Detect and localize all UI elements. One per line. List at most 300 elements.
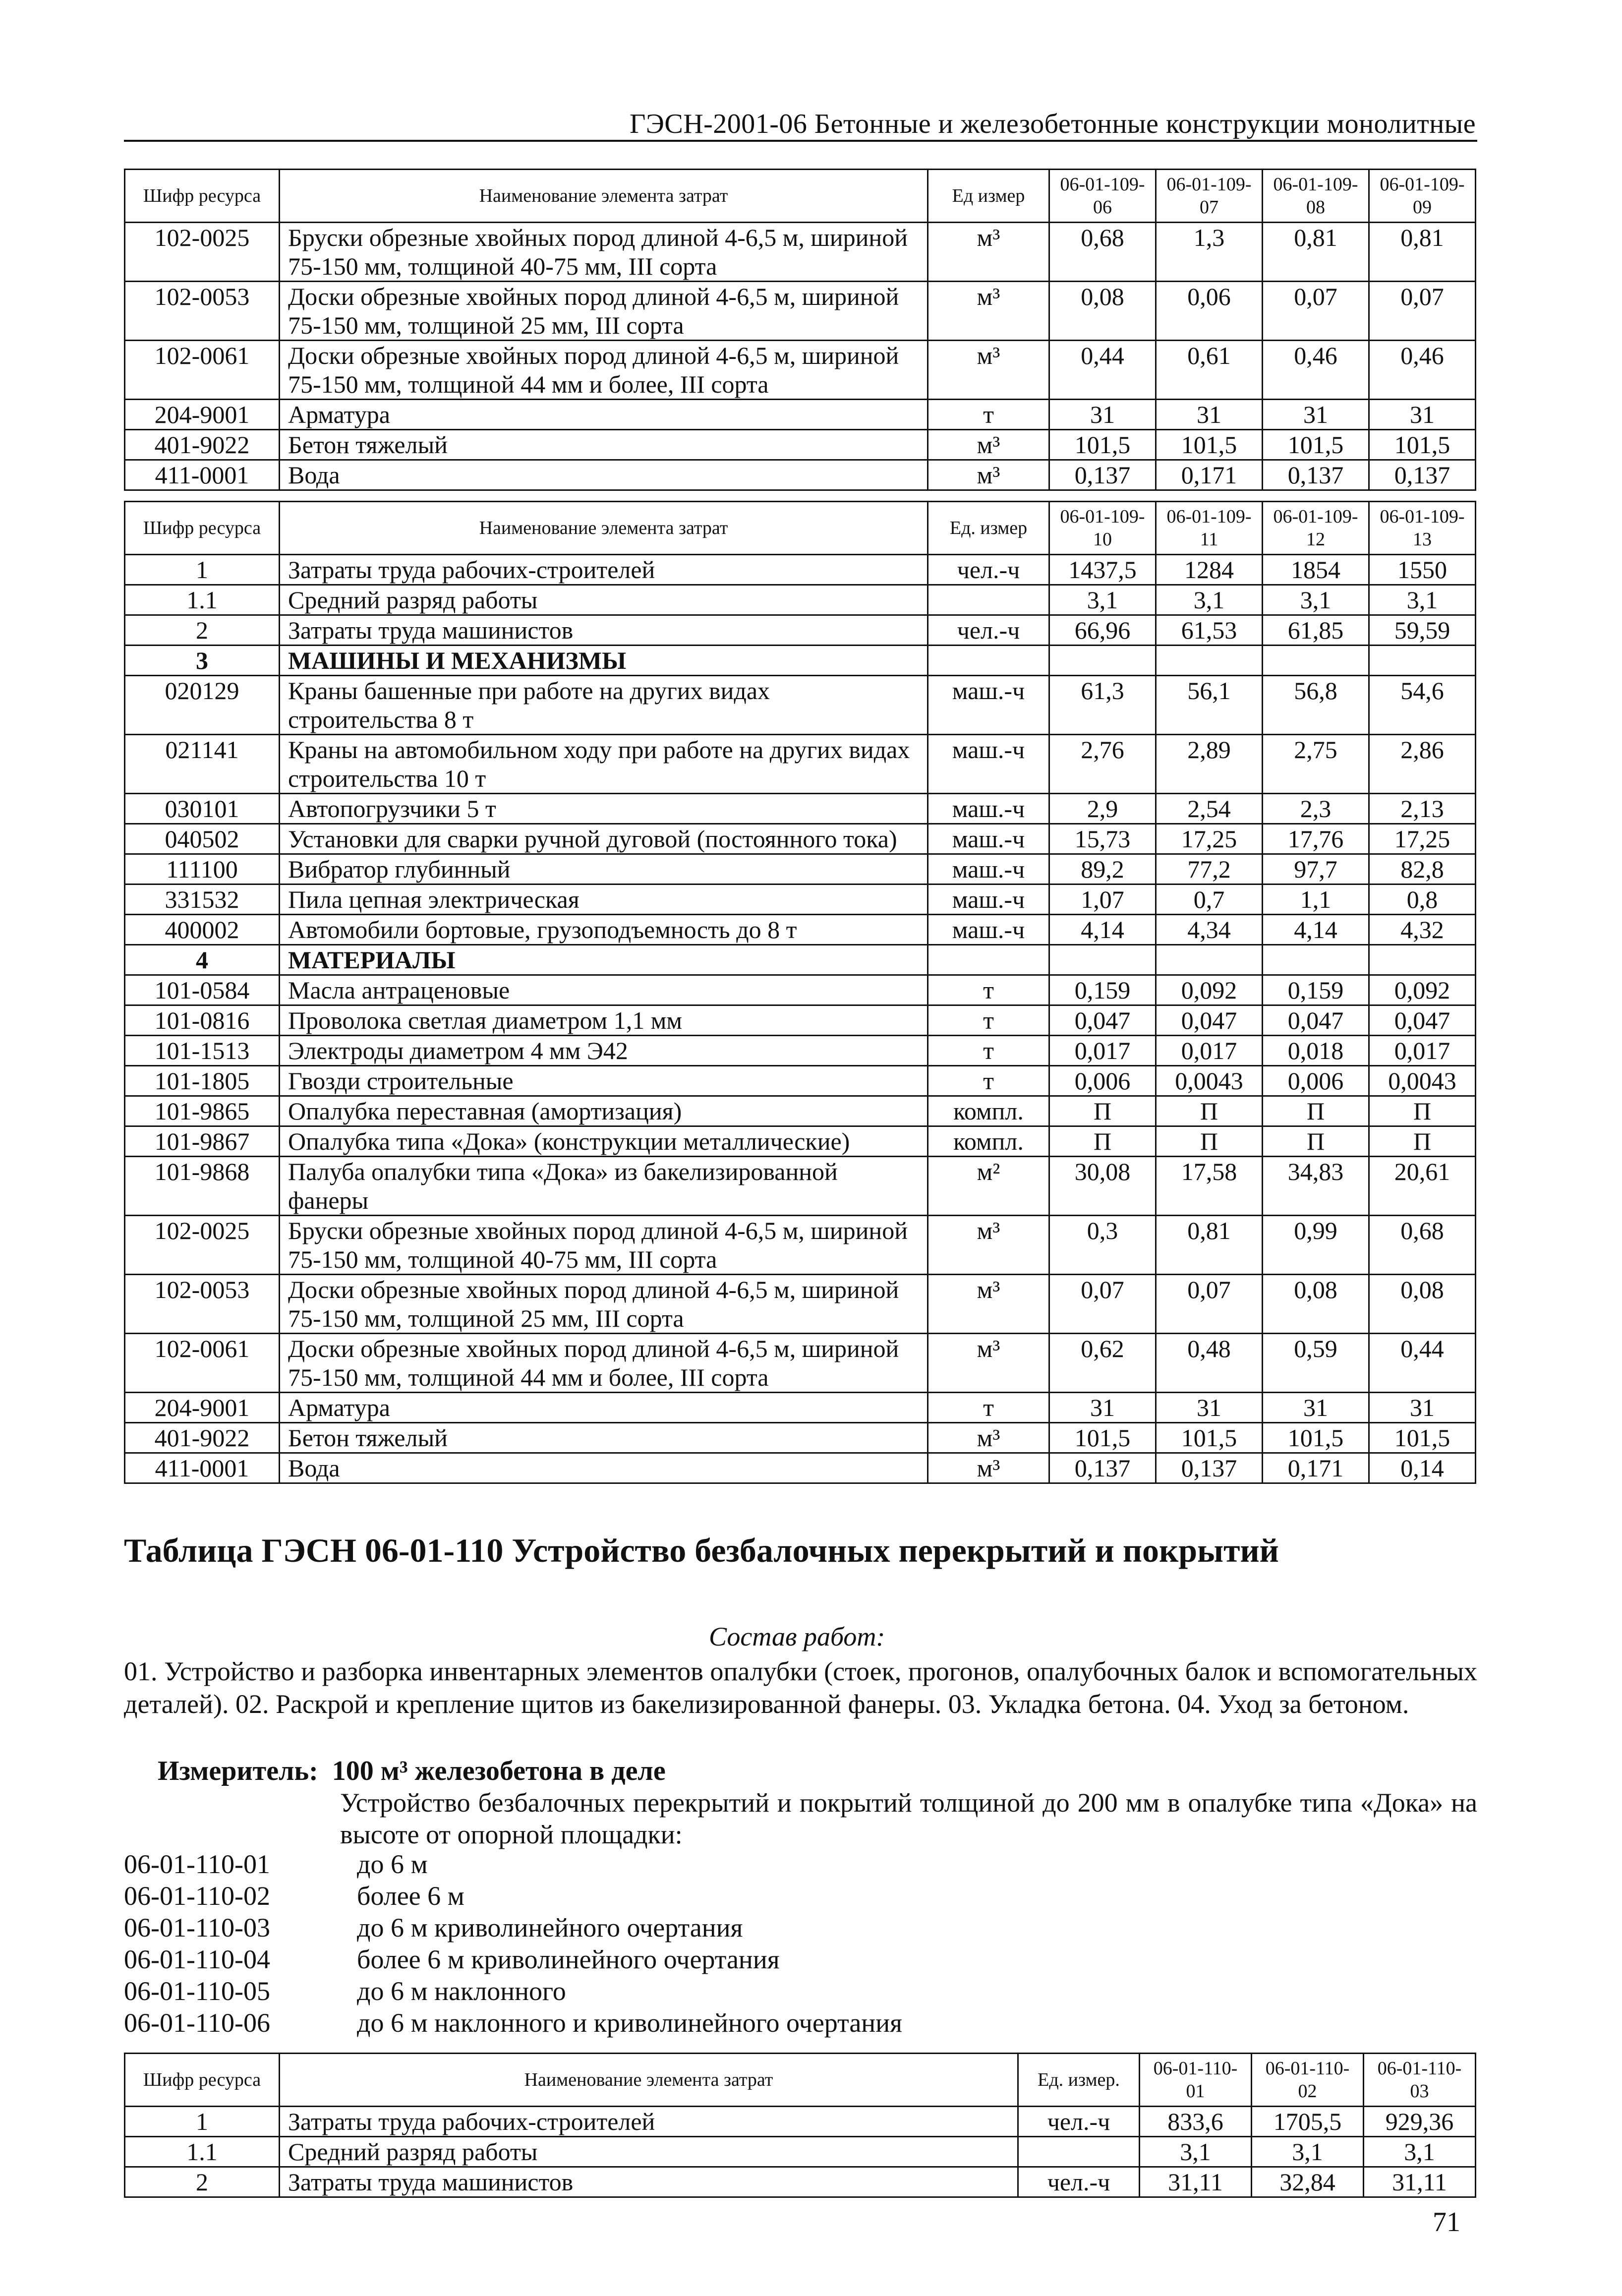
col-header-name: Наименование элемента затрат <box>280 2054 1018 2107</box>
col-header-c2: 06-01-110-02 <box>1252 2054 1364 2107</box>
variant-code: 06-01-110-04 <box>124 1944 270 1974</box>
table-row <box>125 585 1476 615</box>
resource-name: Автомобили бортовые, грузоподъемность до 8 т <box>280 915 928 945</box>
value-cell: 0,44 <box>1369 1334 1476 1393</box>
resource-code: 401-9022 <box>125 430 280 460</box>
value-cell: 0,017 <box>1049 1036 1156 1066</box>
value-cell: 101,5 <box>1263 430 1369 460</box>
col-header-c3: 06-01-109-08 <box>1263 170 1369 223</box>
unit-cell: т <box>928 400 1049 430</box>
col-header-c4: 06-01-109-09 <box>1369 170 1476 223</box>
variant-code: 06-01-110-06 <box>124 2008 270 2038</box>
value-cell: 0,07 <box>1049 1275 1156 1334</box>
value-cell: 2,13 <box>1369 794 1476 824</box>
variant-text: до 6 м <box>357 1849 428 1879</box>
value-cell: 0,017 <box>1156 1036 1263 1066</box>
value-cell: 0,137 <box>1156 1453 1263 1483</box>
value-cell: 0,047 <box>1156 1005 1263 1036</box>
value-cell <box>1369 945 1476 975</box>
unit-cell: т <box>928 1393 1049 1423</box>
value-cell: 17,25 <box>1156 824 1263 854</box>
table-row <box>125 1275 1476 1334</box>
value-cell: 0,0043 <box>1156 1066 1263 1096</box>
variant-item <box>124 1880 902 1912</box>
value-cell <box>1049 945 1156 975</box>
table-row <box>125 615 1476 646</box>
value-cell <box>1049 646 1156 676</box>
value-cell: 101,5 <box>1263 1423 1369 1453</box>
value-cell: П <box>1263 1126 1369 1157</box>
resource-table-109-10-13 <box>124 501 1476 1484</box>
resource-code: 101-0816 <box>125 1005 280 1036</box>
unit-cell: компл. <box>928 1126 1049 1157</box>
value-cell: 4,34 <box>1156 915 1263 945</box>
table-row <box>125 460 1476 490</box>
value-cell: 3,1 <box>1140 2137 1252 2167</box>
resource-name: МАШИНЫ И МЕХАНИЗМЫ <box>280 646 928 676</box>
col-header-code: Шифр ресурса <box>125 2054 280 2107</box>
col-header-code: Шифр ресурса <box>125 170 280 223</box>
value-cell: 0,0043 <box>1369 1066 1476 1096</box>
value-cell: П <box>1369 1096 1476 1126</box>
value-cell: 0,092 <box>1156 975 1263 1005</box>
value-cell: 101,5 <box>1156 430 1263 460</box>
value-cell: 31 <box>1369 1393 1476 1423</box>
value-cell: 0,59 <box>1263 1334 1369 1393</box>
work-description: Устройство безбалочных перекрытий и покрытий толщиной до 200 мм в опалубке типа «Дока» на высоте от опорной площадки: <box>340 1788 1477 1849</box>
variant-text: до 6 м наклонного <box>357 1976 566 2006</box>
value-cell: П <box>1156 1096 1263 1126</box>
resource-name: Доски обрезные хвойных пород длиной 4-6,5 м, шириной 75-150 мм, толщиной 44 мм и более, III сорта <box>280 1334 928 1393</box>
value-cell: 2,75 <box>1263 735 1369 794</box>
value-cell: 3,1 <box>1369 585 1476 615</box>
value-cell: 101,5 <box>1369 1423 1476 1453</box>
resource-code: 101-9865 <box>125 1096 280 1126</box>
resource-table-109-06-09 <box>124 169 1476 491</box>
unit-cell: м³ <box>928 1275 1049 1334</box>
table-title: Таблица ГЭСН 06-01-110 Устройство безбалочных перекрытий и покрытий <box>124 1531 1279 1569</box>
col-header-c2: 06-01-109-07 <box>1156 170 1263 223</box>
value-cell: 0,48 <box>1156 1334 1263 1393</box>
table-row <box>125 1393 1476 1423</box>
work-composition-heading: Состав работ: <box>709 1622 885 1651</box>
resource-name: Краны башенные при работе на других видах строительства 8 т <box>280 676 928 735</box>
value-cell: 1,1 <box>1263 884 1369 915</box>
unit-cell: т <box>928 975 1049 1005</box>
measure-label: Измеритель: <box>158 1756 318 1786</box>
variant-text: до 6 м наклонного и криволинейного очертания <box>357 2008 902 2038</box>
measure-line <box>158 1755 666 1787</box>
value-cell: 0,137 <box>1049 460 1156 490</box>
value-cell: 31 <box>1263 400 1369 430</box>
col-header-c3: 06-01-110-03 <box>1364 2054 1476 2107</box>
resource-code: 020129 <box>125 676 280 735</box>
variant-item <box>124 1912 902 1943</box>
resource-name: Бруски обрезные хвойных пород длиной 4-6,5 м, шириной 75-150 мм, толщиной 40-75 мм, III сорта <box>280 223 928 282</box>
resource-name: Доски обрезные хвойных пород длиной 4-6,5 м, шириной 75-150 мм, толщиной 44 мм и более, III сорта <box>280 341 928 400</box>
unit-cell: м³ <box>928 341 1049 400</box>
col-header-code: Шифр ресурса <box>125 502 280 555</box>
resource-name: Опалубка переставная (амортизация) <box>280 1096 928 1126</box>
resource-code: 1 <box>125 2107 280 2137</box>
resource-name: Затраты труда машинистов <box>280 615 928 646</box>
value-cell: 1284 <box>1156 555 1263 585</box>
resource-code: 102-0061 <box>125 341 280 400</box>
value-cell: 2,76 <box>1049 735 1156 794</box>
value-cell: 97,7 <box>1263 854 1369 884</box>
col-header-name: Наименование элемента затрат <box>280 170 928 223</box>
value-cell <box>1369 646 1476 676</box>
col-header-c1: 06-01-109-10 <box>1049 502 1156 555</box>
value-cell: 0,46 <box>1263 341 1369 400</box>
value-cell: 0,61 <box>1156 341 1263 400</box>
value-cell: 0,171 <box>1156 460 1263 490</box>
variant-code: 06-01-110-05 <box>124 1976 270 2006</box>
resource-code: 401-9022 <box>125 1423 280 1453</box>
value-cell: 0,81 <box>1263 223 1369 282</box>
unit-cell: маш.-ч <box>928 884 1049 915</box>
value-cell: 17,58 <box>1156 1157 1263 1216</box>
page-number: 71 <box>1433 2207 1460 2237</box>
unit-cell: м² <box>928 1157 1049 1216</box>
resource-code: 1.1 <box>125 585 280 615</box>
resource-name: Масла антраценовые <box>280 975 928 1005</box>
variant-text: до 6 м криволинейного очертания <box>357 1913 743 1943</box>
col-header-unit: Ед. измер. <box>1018 2054 1140 2107</box>
table-row <box>125 282 1476 341</box>
table-row <box>125 676 1476 735</box>
value-cell: 1,07 <box>1049 884 1156 915</box>
unit-cell: м³ <box>928 282 1049 341</box>
resource-name: Краны на автомобильном ходу при работе на других видах строительства 10 т <box>280 735 928 794</box>
resource-name: Вода <box>280 1453 928 1483</box>
value-cell: 0,06 <box>1156 282 1263 341</box>
variant-code: 06-01-110-01 <box>124 1849 270 1879</box>
value-cell: 1437,5 <box>1049 555 1156 585</box>
resource-code: 021141 <box>125 735 280 794</box>
section-row <box>125 646 1476 676</box>
col-header-c4: 06-01-109-13 <box>1369 502 1476 555</box>
measure-value: 100 м³ железобетона в деле <box>332 1756 666 1786</box>
unit-cell: маш.-ч <box>928 794 1049 824</box>
resource-code: 111100 <box>125 854 280 884</box>
resource-name: Проволока светлая диаметром 1,1 мм <box>280 1005 928 1036</box>
value-cell: 1705,5 <box>1252 2107 1364 2137</box>
variant-text: более 6 м криволинейного очертания <box>357 1944 780 1974</box>
unit-cell: т <box>928 1005 1049 1036</box>
value-cell: 0,08 <box>1369 1275 1476 1334</box>
table-row <box>125 794 1476 824</box>
resource-code: 030101 <box>125 794 280 824</box>
value-cell: 3,1 <box>1263 585 1369 615</box>
value-cell: 2,9 <box>1049 794 1156 824</box>
resource-code: 101-9867 <box>125 1126 280 1157</box>
value-cell: 0,159 <box>1049 975 1156 1005</box>
unit-cell <box>928 945 1049 975</box>
value-cell: 101,5 <box>1156 1423 1263 1453</box>
table-row <box>125 223 1476 282</box>
variant-item <box>124 2007 902 2039</box>
value-cell: 2,3 <box>1263 794 1369 824</box>
resource-code: 411-0001 <box>125 460 280 490</box>
table-row <box>125 2107 1476 2137</box>
value-cell: 61,53 <box>1156 615 1263 646</box>
table-row <box>125 555 1476 585</box>
value-cell: 0,81 <box>1369 223 1476 282</box>
table-row <box>125 854 1476 884</box>
value-cell: 1854 <box>1263 555 1369 585</box>
value-cell: 0,08 <box>1263 1275 1369 1334</box>
section-row <box>125 945 1476 975</box>
value-cell: 101,5 <box>1049 430 1156 460</box>
table-row <box>125 1066 1476 1096</box>
col-header-c1: 06-01-109-06 <box>1049 170 1156 223</box>
unit-cell: чел.-ч <box>928 555 1049 585</box>
resource-name: Пила цепная электрическая <box>280 884 928 915</box>
unit-cell <box>928 585 1049 615</box>
value-cell: 59,59 <box>1369 615 1476 646</box>
resource-code: 102-0061 <box>125 1334 280 1393</box>
unit-cell: маш.-ч <box>928 676 1049 735</box>
value-cell <box>1156 646 1263 676</box>
value-cell: 4,32 <box>1369 915 1476 945</box>
value-cell: 0,137 <box>1369 460 1476 490</box>
value-cell: 0,018 <box>1263 1036 1369 1066</box>
resource-name: Доски обрезные хвойных пород длиной 4-6,5 м, шириной 75-150 мм, толщиной 25 мм, III сорта <box>280 1275 928 1334</box>
value-cell <box>1263 646 1369 676</box>
value-cell: 0,017 <box>1369 1036 1476 1066</box>
resource-code: 4 <box>125 945 280 975</box>
resource-name: Затраты труда рабочих-строителей <box>280 2107 1018 2137</box>
variant-text: более 6 м <box>357 1881 464 1911</box>
resource-name: Доски обрезные хвойных пород длиной 4-6,5 м, шириной 75-150 мм, толщиной 25 мм, III сорта <box>280 282 928 341</box>
resource-name: Электроды диаметром 4 мм Э42 <box>280 1036 928 1066</box>
value-cell: 31 <box>1156 400 1263 430</box>
resource-table-110 <box>124 2053 1476 2198</box>
resource-code: 204-9001 <box>125 1393 280 1423</box>
value-cell: 61,3 <box>1049 676 1156 735</box>
value-cell: 3,1 <box>1156 585 1263 615</box>
col-header-c2: 06-01-109-11 <box>1156 502 1263 555</box>
value-cell: 101,5 <box>1049 1423 1156 1453</box>
table-row <box>125 1096 1476 1126</box>
unit-cell: м³ <box>928 1423 1049 1453</box>
value-cell <box>1263 945 1369 975</box>
value-cell: 3,1 <box>1364 2137 1476 2167</box>
col-header-unit: Ед измер <box>928 170 1049 223</box>
value-cell: 3,1 <box>1252 2137 1364 2167</box>
value-cell: 0,092 <box>1369 975 1476 1005</box>
value-cell: 0,07 <box>1263 282 1369 341</box>
value-cell: 0,68 <box>1049 223 1156 282</box>
unit-cell: т <box>928 1066 1049 1096</box>
table-header-row <box>125 170 1476 223</box>
resource-name: Средний разряд работы <box>280 585 928 615</box>
resource-name: Бетон тяжелый <box>280 430 928 460</box>
value-cell: 2,86 <box>1369 735 1476 794</box>
table-row <box>125 2137 1476 2167</box>
header-rule <box>124 140 1477 142</box>
table-row <box>125 430 1476 460</box>
resource-name: Бетон тяжелый <box>280 1423 928 1453</box>
unit-cell: чел.-ч <box>1018 2167 1140 2197</box>
value-cell: 31 <box>1263 1393 1369 1423</box>
unit-cell: м³ <box>928 1216 1049 1275</box>
col-header-unit: Ед. измер <box>928 502 1049 555</box>
unit-cell: маш.-ч <box>928 824 1049 854</box>
value-cell: 66,96 <box>1049 615 1156 646</box>
value-cell: 0,81 <box>1156 1216 1263 1275</box>
resource-code: 204-9001 <box>125 400 280 430</box>
resource-name: Вода <box>280 460 928 490</box>
value-cell: 31 <box>1049 1393 1156 1423</box>
running-header: ГЭСН-2001-06 Бетонные и железобетонные конструкции монолитные <box>630 109 1476 139</box>
value-cell: 30,08 <box>1049 1157 1156 1216</box>
value-cell: 34,83 <box>1263 1157 1369 1216</box>
value-cell: 929,36 <box>1364 2107 1476 2137</box>
value-cell: 0,137 <box>1049 1453 1156 1483</box>
value-cell: 101,5 <box>1369 430 1476 460</box>
resource-code: 1 <box>125 555 280 585</box>
table-row <box>125 1126 1476 1157</box>
value-cell: 0,62 <box>1049 1334 1156 1393</box>
resource-code: 331532 <box>125 884 280 915</box>
value-cell: 31 <box>1049 400 1156 430</box>
unit-cell: м³ <box>928 1334 1049 1393</box>
work-composition-text: 01. Устройство и разборка инвентарных элементов опалубки (стоек, прогонов, опалубочных балок и вспомогательных деталей). 02. Раскрой и крепление щитов из бакелизированной фанеры. 03. Укладка бетона. 04. Уход за бетоном. <box>124 1656 1477 1719</box>
resource-code: 102-0025 <box>125 223 280 282</box>
value-cell: 31,11 <box>1140 2167 1252 2197</box>
resource-code: 3 <box>125 646 280 676</box>
variant-item <box>124 1943 902 1975</box>
col-header-c1: 06-01-110-01 <box>1140 2054 1252 2107</box>
value-cell: П <box>1156 1126 1263 1157</box>
table-row <box>125 1334 1476 1393</box>
value-cell: 0,08 <box>1049 282 1156 341</box>
value-cell: 0,047 <box>1369 1005 1476 1036</box>
value-cell: 89,2 <box>1049 854 1156 884</box>
resource-name: Затраты труда рабочих-строителей <box>280 555 928 585</box>
col-header-c3: 06-01-109-12 <box>1263 502 1369 555</box>
value-cell: 0,99 <box>1263 1216 1369 1275</box>
value-cell <box>1156 945 1263 975</box>
table-row <box>125 1423 1476 1453</box>
table-row <box>125 400 1476 430</box>
value-cell: 61,85 <box>1263 615 1369 646</box>
value-cell: 0,07 <box>1156 1275 1263 1334</box>
resource-name: Бруски обрезные хвойных пород длиной 4-6,5 м, шириной 75-150 мм, толщиной 40-75 мм, III сорта <box>280 1216 928 1275</box>
resource-name: Установки для сварки ручной дуговой (постоянного тока) <box>280 824 928 854</box>
value-cell: 31 <box>1156 1393 1263 1423</box>
value-cell: 0,3 <box>1049 1216 1156 1275</box>
table-row <box>125 915 1476 945</box>
table-row <box>125 884 1476 915</box>
value-cell: 4,14 <box>1049 915 1156 945</box>
value-cell: 0,14 <box>1369 1453 1476 1483</box>
value-cell: 1550 <box>1369 555 1476 585</box>
unit-cell: м³ <box>928 1453 1049 1483</box>
value-cell: 0,047 <box>1263 1005 1369 1036</box>
variant-list <box>124 1848 902 2039</box>
col-header-name: Наименование элемента затрат <box>280 502 928 555</box>
value-cell: П <box>1263 1096 1369 1126</box>
table-row <box>125 1005 1476 1036</box>
resource-name: МАТЕРИАЛЫ <box>280 945 928 975</box>
value-cell: 54,6 <box>1369 676 1476 735</box>
value-cell: 4,14 <box>1263 915 1369 945</box>
resource-name: Затраты труда машинистов <box>280 2167 1018 2197</box>
resource-code: 101-0584 <box>125 975 280 1005</box>
resource-code: 400002 <box>125 915 280 945</box>
unit-cell: чел.-ч <box>1018 2107 1140 2137</box>
value-cell: 3,1 <box>1049 585 1156 615</box>
resource-code: 1.1 <box>125 2137 280 2167</box>
resource-name: Арматура <box>280 400 928 430</box>
value-cell: 17,25 <box>1369 824 1476 854</box>
resource-code: 101-9868 <box>125 1157 280 1216</box>
table-row <box>125 975 1476 1005</box>
table-row <box>125 2167 1476 2197</box>
value-cell: 20,61 <box>1369 1157 1476 1216</box>
resource-name: Гвозди строительные <box>280 1066 928 1096</box>
table-row <box>125 1157 1476 1216</box>
value-cell: 1,3 <box>1156 223 1263 282</box>
value-cell: П <box>1369 1126 1476 1157</box>
resource-code: 102-0053 <box>125 1275 280 1334</box>
value-cell: 77,2 <box>1156 854 1263 884</box>
value-cell: 0,047 <box>1049 1005 1156 1036</box>
resource-name: Арматура <box>280 1393 928 1423</box>
unit-cell: маш.-ч <box>928 735 1049 794</box>
resource-name: Палуба опалубки типа «Дока» из бакелизированной фанеры <box>280 1157 928 1216</box>
value-cell: 0,006 <box>1049 1066 1156 1096</box>
value-cell: 0,8 <box>1369 884 1476 915</box>
table-header-row <box>125 2054 1476 2107</box>
value-cell: 0,7 <box>1156 884 1263 915</box>
resource-code: 040502 <box>125 824 280 854</box>
resource-name: Средний разряд работы <box>280 2137 1018 2167</box>
value-cell: 0,46 <box>1369 341 1476 400</box>
table-header-row <box>125 502 1476 555</box>
value-cell: 0,159 <box>1263 975 1369 1005</box>
value-cell: 56,1 <box>1156 676 1263 735</box>
resource-code: 101-1805 <box>125 1066 280 1096</box>
resource-name: Опалубка типа «Дока» (конструкции металлические) <box>280 1126 928 1157</box>
variant-code: 06-01-110-02 <box>124 1881 270 1911</box>
unit-cell: чел.-ч <box>928 615 1049 646</box>
value-cell: 32,84 <box>1252 2167 1364 2197</box>
value-cell: 2,89 <box>1156 735 1263 794</box>
value-cell: 0,68 <box>1369 1216 1476 1275</box>
value-cell: 82,8 <box>1369 854 1476 884</box>
variant-item <box>124 1848 902 1880</box>
table-row <box>125 341 1476 400</box>
unit-cell: м³ <box>928 430 1049 460</box>
variant-item <box>124 1975 902 2007</box>
resource-code: 2 <box>125 615 280 646</box>
value-cell: П <box>1049 1126 1156 1157</box>
resource-code: 102-0025 <box>125 1216 280 1275</box>
unit-cell: м³ <box>928 460 1049 490</box>
table-row <box>125 1036 1476 1066</box>
unit-cell <box>928 646 1049 676</box>
value-cell: 31,11 <box>1364 2167 1476 2197</box>
unit-cell: маш.-ч <box>928 854 1049 884</box>
value-cell: 56,8 <box>1263 676 1369 735</box>
unit-cell: м³ <box>928 223 1049 282</box>
value-cell: 0,07 <box>1369 282 1476 341</box>
resource-code: 102-0053 <box>125 282 280 341</box>
